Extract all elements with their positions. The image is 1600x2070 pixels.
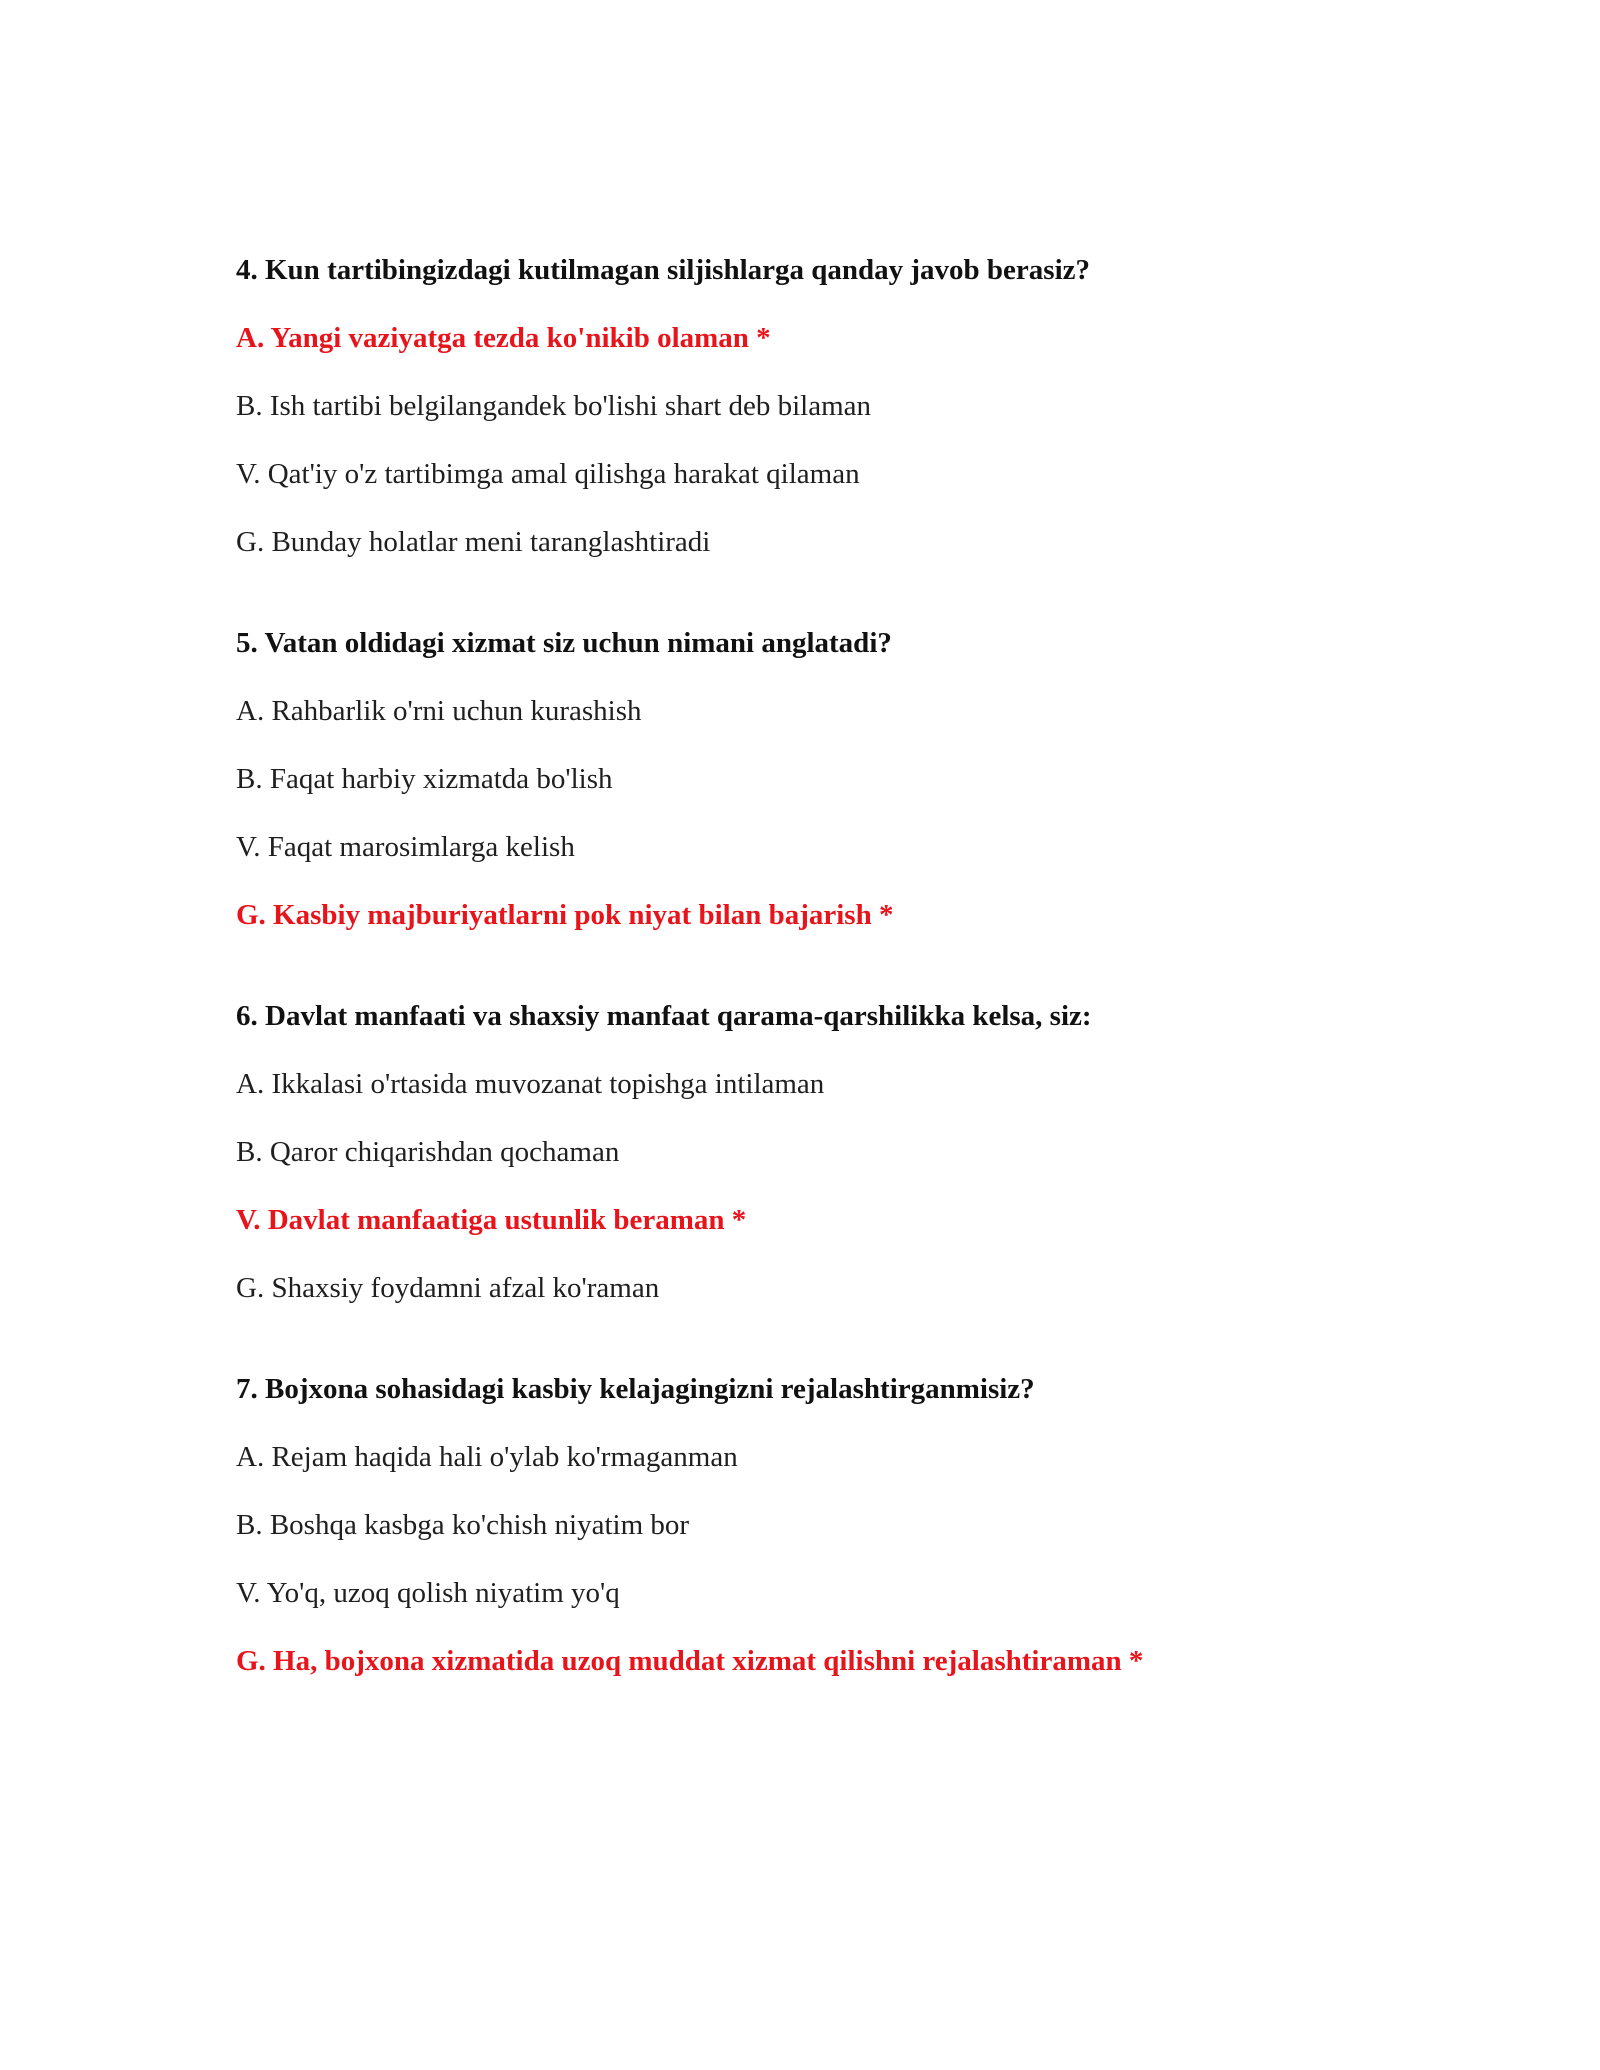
answer-option-a: A. Rahbarlik o'rni uchun kurashish xyxy=(236,695,642,727)
answer-option-v: V. Davlat manfaatiga ustunlik beraman * xyxy=(236,1204,747,1236)
answer-option-g: G. Ha, bojxona xizmatida uzoq muddat xizmat qilishni rejalashtiraman * xyxy=(236,1645,1144,1677)
answer-option-a: A. Yangi vaziyatga tezda ko'nikib olaman * xyxy=(236,322,771,354)
answer-option-b: B. Boshqa kasbga ko'chish niyatim bor xyxy=(236,1509,690,1541)
question-block-5 xyxy=(236,626,1386,932)
answer-option-g: G. Kasbiy majburiyatlarni pok niyat bilan bajarish * xyxy=(236,899,894,931)
question-text: 6. Davlat manfaati va shaxsiy manfaat qarama-qarshilikka kelsa, siz: xyxy=(236,1000,1092,1032)
question-block-4 xyxy=(236,253,1386,559)
question-block-7 xyxy=(236,1372,1386,1678)
question-text: 7. Bojxona sohasidagi kasbiy kelajagingizni rejalashtirganmisiz? xyxy=(236,1373,1035,1405)
answer-option-b: B. Faqat harbiy xizmatda bo'lish xyxy=(236,763,613,795)
answer-option-v: V. Qat'iy o'z tartibimga amal qilishga harakat qilaman xyxy=(236,458,860,490)
answer-option-g: G. Shaxsiy foydamni afzal ko'raman xyxy=(236,1272,660,1304)
question-block-6 xyxy=(236,999,1386,1305)
answer-option-b: B. Qaror chiqarishdan qochaman xyxy=(236,1136,620,1168)
answer-option-a: A. Rejam haqida hali o'ylab ko'rmaganman xyxy=(236,1441,738,1473)
question-text: 5. Vatan oldidagi xizmat siz uchun nimani anglatadi? xyxy=(236,627,892,659)
answer-option-v: V. Yo'q, uzoq qolish niyatim yo'q xyxy=(236,1577,620,1609)
answer-option-g: G. Bunday holatlar meni taranglashtiradi xyxy=(236,526,711,558)
answer-option-b: B. Ish tartibi belgilangandek bo'lishi shart deb bilaman xyxy=(236,390,872,422)
question-text: 4. Kun tartibingizdagi kutilmagan siljishlarga qanday javob berasiz? xyxy=(236,254,1091,286)
answer-option-a: A. Ikkalasi o'rtasida muvozanat topishga intilaman xyxy=(236,1068,825,1100)
document-page xyxy=(236,253,1386,1745)
answer-option-v: V. Faqat marosimlarga kelish xyxy=(236,831,575,863)
